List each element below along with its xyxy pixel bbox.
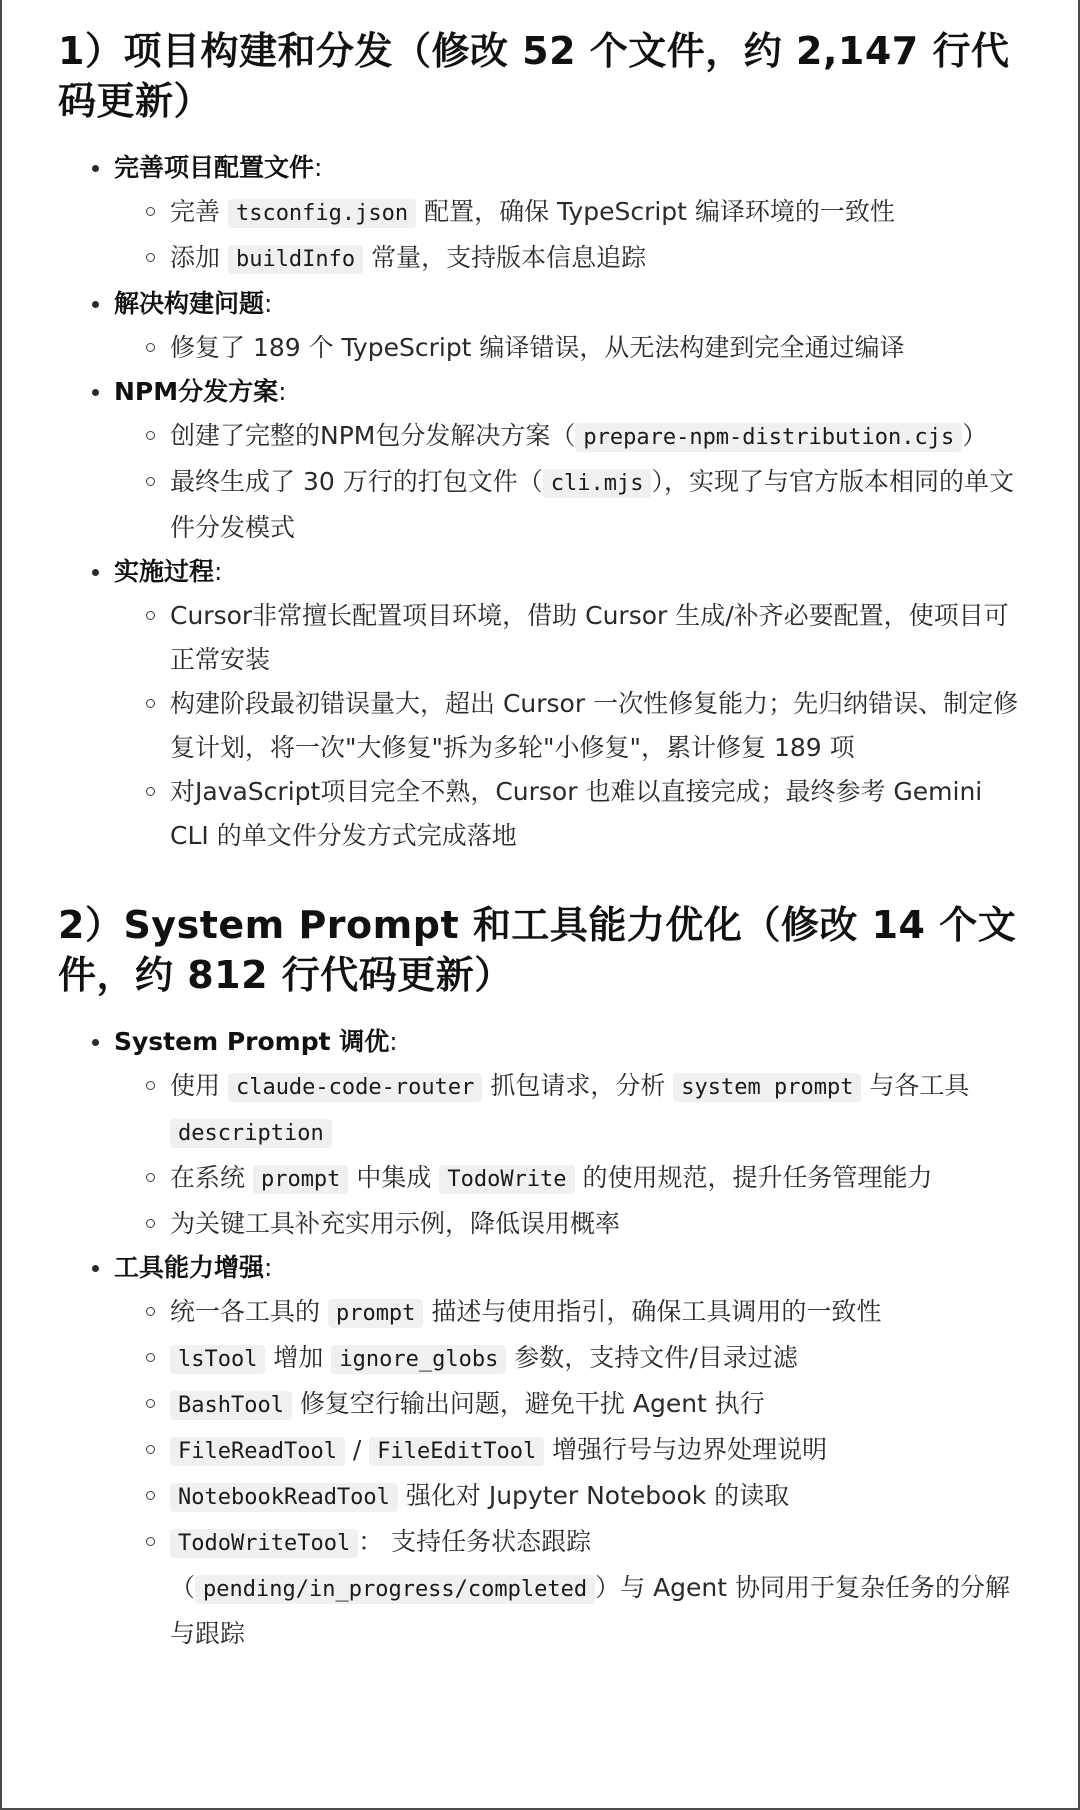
sub-item: Cursor非常擅长配置项目环境，借助 Cursor 生成/补齐必要配置，使项目可正常安装 [114,594,1026,682]
inline-code: FileReadTool [170,1437,345,1466]
inline-code: buildInfo [228,245,363,274]
sub-list [114,1290,1026,1656]
sub-item: 构建阶段最初错误量大，超出 Cursor 一次性修复能力；先归纳错误、制定修复计划，将一次"大修复"拆为多轮"小修复"，累计修复 189 项 [114,682,1026,770]
sub-item: 修复了 189 个 TypeScript 编译错误，从无法构建到完全通过编译 [114,326,1026,370]
inline-code: tsconfig.json [228,199,416,228]
item-heading: NPM分发方案: [114,377,287,406]
sub-item: 为关键工具补充实用示例，降低误用概率 [114,1202,1026,1246]
inline-code: TodoWriteTool [170,1529,358,1558]
sub-item: 完善 tsconfig.json 配置，确保 TypeScript 编译环境的一致性 [114,190,1026,236]
inline-code: pending/in_progress/completed [195,1575,595,1604]
item-list [58,146,1026,858]
inline-code: NotebookReadTool [170,1483,398,1512]
sub-item: 使用 claude-code-router 抓包请求，分析 system prompt 与各工具 description [114,1064,1026,1156]
list-item [58,550,1026,858]
inline-code: claude-code-router [228,1073,482,1102]
sub-item: BashTool 修复空行输出问题，避免干扰 Agent 执行 [114,1382,1026,1428]
item-list [58,1020,1026,1656]
inline-code: cli.mjs [543,469,652,498]
sub-item: 在系统 prompt 中集成 TodoWrite 的使用规范，提升任务管理能力 [114,1156,1026,1202]
sub-item: 添加 buildInfo 常量，支持版本信息追踪 [114,236,1026,282]
inline-code: prompt [253,1165,348,1194]
sub-list [114,414,1026,550]
list-item [58,146,1026,282]
inline-code: prompt [328,1299,423,1328]
section-title: 1）项目构建和分发（修改 52 个文件，约 2,147 行代码更新） [58,29,1010,123]
sub-item: lsTool 增加 ignore_globs 参数，支持文件/目录过滤 [114,1336,1026,1382]
sub-item: FileReadTool / FileEditTool 增强行号与边界处理说明 [114,1428,1026,1474]
inline-code: description [170,1119,332,1148]
sub-list [114,594,1026,858]
sub-item: 统一各工具的 prompt 描述与使用指引，确保工具调用的一致性 [114,1290,1026,1336]
list-item [58,282,1026,370]
sub-item: NotebookReadTool 强化对 Jupyter Notebook 的读取 [114,1474,1026,1520]
inline-code: BashTool [170,1391,292,1420]
section-prompt-tools [58,900,1026,1656]
item-heading: System Prompt 调优: [114,1027,398,1056]
sub-list [114,326,1026,370]
sub-item: 对JavaScript项目完全不熟，Cursor 也难以直接完成；最终参考 Gemini CLI 的单文件分发方式完成落地 [114,770,1026,858]
sub-item: 创建了完整的NPM包分发解决方案（ prepare-npm-distribution.cjs ） [114,414,1026,460]
section-build-distribution [58,26,1026,858]
sub-item: 最终生成了 30 万行的打包文件（ cli.mjs ），实现了与官方版本相同的单文件分发模式 [114,460,1026,550]
sub-list [114,190,1026,282]
inline-code: FileEditTool [369,1437,544,1466]
item-heading: 实施过程: [114,557,223,586]
item-heading: 解决构建问题: [114,289,273,318]
list-item [58,1020,1026,1246]
inline-code: TodoWrite [439,1165,574,1194]
list-item [58,1246,1026,1656]
sub-item: TodoWriteTool ： 支持任务状态跟踪（ pending/in_progress/completed ）与 Agent 协同用于复杂任务的分解与跟踪 [114,1520,1026,1656]
sub-list [114,1064,1026,1246]
inline-code: ignore_globs [331,1345,506,1374]
section-title: 2）System Prompt 和工具能力优化（修改 14 个文件，约 812 行代码更新） [58,903,1017,997]
item-heading: 完善项目配置文件: [114,153,323,182]
inline-code: lsTool [170,1345,265,1374]
list-item [58,370,1026,550]
inline-code: prepare-npm-distribution.cjs [575,423,962,452]
item-heading: 工具能力增强: [114,1253,273,1282]
inline-code: system prompt [673,1073,861,1102]
